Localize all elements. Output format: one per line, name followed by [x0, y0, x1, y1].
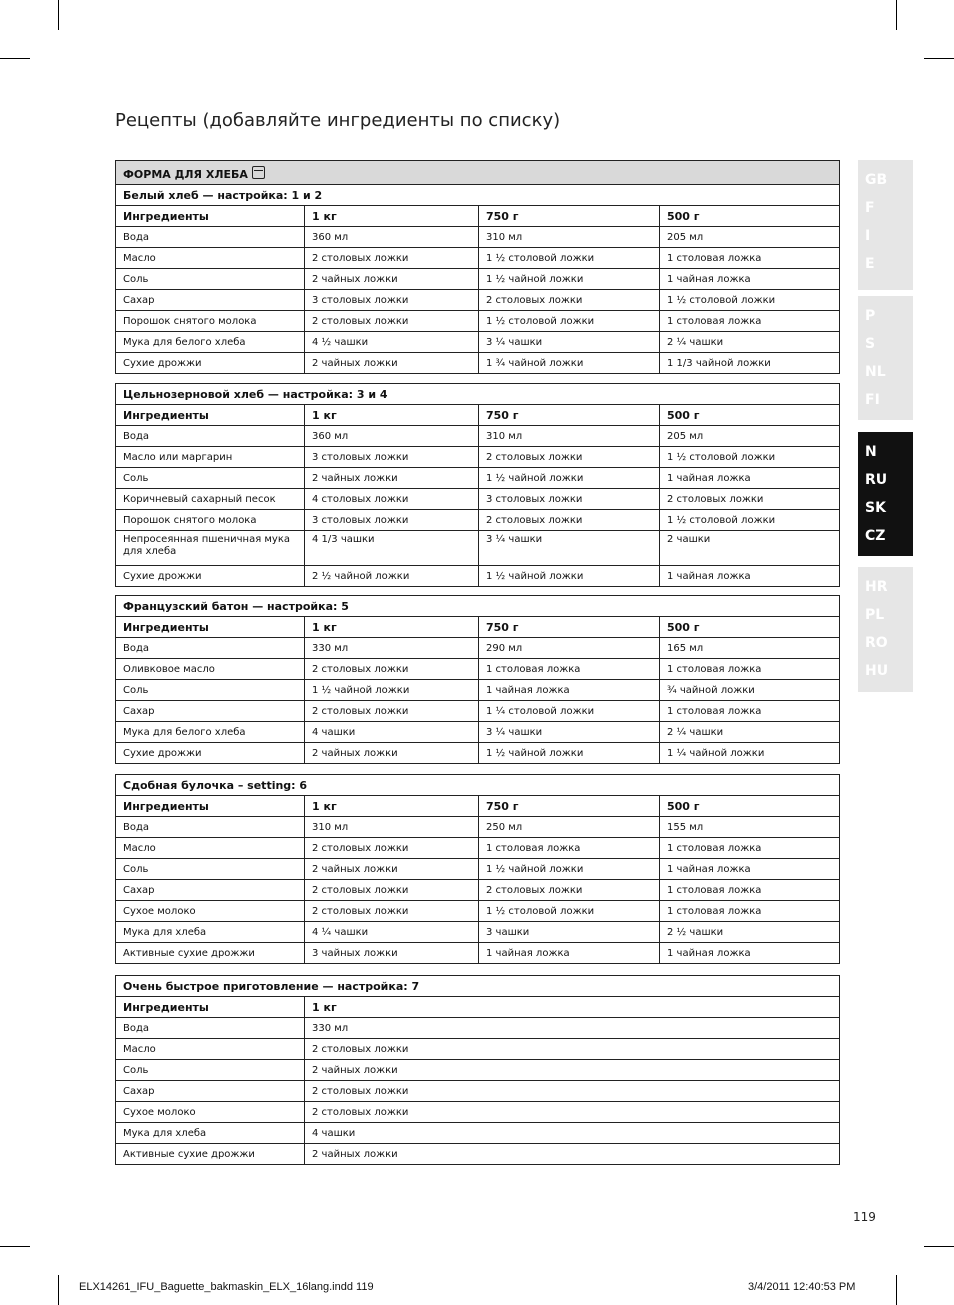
crop-mark — [924, 58, 954, 59]
table-cell: 1 чайная ложка — [660, 269, 840, 290]
table-cell: 3 ¼ чашки — [479, 531, 660, 566]
table-cell: 2 чайных ложки — [305, 1144, 840, 1165]
crop-mark — [924, 1246, 954, 1247]
table-row — [116, 922, 840, 943]
table-cell: 1 чайная ложка — [479, 680, 660, 701]
table-row — [116, 901, 840, 922]
table-cell: Сухие дрожжи — [116, 566, 305, 587]
tab-f[interactable]: F — [865, 200, 875, 216]
table-cell: 1 1/3 чайной ложки — [660, 353, 840, 374]
table-cell: 2 ½ чайной ложки — [305, 566, 479, 587]
table-row — [116, 531, 840, 566]
page-number: 119 — [853, 1210, 876, 1224]
table-cell: 1 ½ чайной ложки — [479, 468, 660, 489]
table-cell: 2 столовых ложки — [479, 290, 660, 311]
table-row — [116, 1018, 840, 1039]
table-cell: 1 столовая ложка — [660, 659, 840, 680]
section-title: Цельнозерновой хлеб — настройка: 3 и 4 — [116, 384, 840, 405]
section-title: Очень быстрое приготовление — настройка: 7 — [116, 976, 840, 997]
table-row — [116, 353, 840, 374]
column-header: 750 г — [479, 617, 660, 638]
table-row — [116, 1081, 840, 1102]
tab-nl[interactable]: NL — [865, 364, 886, 380]
table-cell: 360 мл — [305, 227, 479, 248]
crop-mark — [58, 0, 59, 30]
table-row — [116, 332, 840, 353]
page-title: Рецепты (добавляйте ингредиенты по списку) — [115, 110, 561, 131]
table-cell: 250 мл — [479, 817, 660, 838]
table-row — [116, 1144, 840, 1165]
table-cell: 3 ¼ чашки — [479, 722, 660, 743]
column-header: 1 кг — [305, 206, 479, 227]
table-row — [116, 489, 840, 510]
table-cell: 2 столовых ложки — [305, 311, 479, 332]
table-cell: Вода — [116, 227, 305, 248]
table-cell: 290 мл — [479, 638, 660, 659]
crop-mark — [896, 0, 897, 30]
section-title: Белый хлеб — настройка: 1 и 2 — [116, 185, 840, 206]
column-header: 1 кг — [305, 997, 840, 1018]
table-cell: 310 мл — [479, 227, 660, 248]
table-cell: 1 ½ чайной ложки — [479, 269, 660, 290]
table-cell: 3 столовых ложки — [479, 489, 660, 510]
table-cell: 1 ¼ чайной ложки — [660, 743, 840, 764]
table-cell: 1 ¼ столовой ложки — [479, 701, 660, 722]
table-cell: 1 столовая ложка — [479, 659, 660, 680]
table-cell: 2 столовых ложки — [305, 1039, 840, 1060]
table-row — [116, 248, 840, 269]
table-cell: 2 ½ чашки — [660, 922, 840, 943]
table-cell: Сухое молоко — [116, 1102, 305, 1123]
tab-ru[interactable]: RU — [865, 472, 888, 488]
section-title: Сдобная булочка – setting: 6 — [116, 775, 840, 796]
table-cell: Вода — [116, 638, 305, 659]
column-header: 500 г — [660, 206, 840, 227]
table-cell: 4 ¼ чашки — [305, 922, 479, 943]
table-cell: 2 столовых ложки — [305, 880, 479, 901]
table-cell: 4 чашки — [305, 1123, 840, 1144]
table-row — [116, 880, 840, 901]
tab-hr[interactable]: HR — [865, 579, 888, 595]
footer-filename: ELX14261_IFU_Baguette_bakmaskin_ELX_16lang.indd 119 — [79, 1281, 374, 1293]
table-row — [116, 680, 840, 701]
table-cell: 1 ½ чайной ложки — [479, 859, 660, 880]
table-cell: Сахар — [116, 880, 305, 901]
table-cell: 2 чашки — [660, 531, 840, 566]
table-cell: 1 столовая ложка — [660, 311, 840, 332]
column-header: 500 г — [660, 617, 840, 638]
table-cell: 4 чашки — [305, 722, 479, 743]
table-row — [116, 227, 840, 248]
table-cell: 1 чайная ложка — [660, 943, 840, 964]
column-header: Ингредиенты — [116, 617, 305, 638]
table-cell: 1 столовая ложка — [660, 838, 840, 859]
table-cell: 330 мл — [305, 1018, 840, 1039]
language-tab-group-active — [858, 432, 913, 556]
table-cell: 2 столовых ложки — [479, 447, 660, 468]
recipe-table-sweet-bun — [115, 774, 840, 964]
table-cell: 3 столовых ложки — [305, 447, 479, 468]
table-cell: Вода — [116, 1018, 305, 1039]
table-cell: 3 столовых ложки — [305, 510, 479, 531]
column-header: 1 кг — [305, 796, 479, 817]
table-cell: 2 столовых ложки — [305, 701, 479, 722]
table-cell: 2 столовых ложки — [305, 659, 479, 680]
column-header: Ингредиенты — [116, 405, 305, 426]
table-cell: 1 ½ столовой ложки — [660, 447, 840, 468]
table-cell: 360 мл — [305, 426, 479, 447]
table-row — [116, 722, 840, 743]
table-row — [116, 269, 840, 290]
table-cell: 1 чайная ложка — [660, 468, 840, 489]
column-header: 750 г — [479, 796, 660, 817]
table-cell: 2 столовых ложки — [660, 489, 840, 510]
table-cell: 1 ½ столовой ложки — [479, 248, 660, 269]
table-cell: Активные сухие дрожжи — [116, 943, 305, 964]
table-cell: Сухие дрожжи — [116, 743, 305, 764]
table-cell: 3 столовых ложки — [305, 290, 479, 311]
table-row — [116, 817, 840, 838]
table-cell: Соль — [116, 680, 305, 701]
table-cell: 2 столовых ложки — [305, 838, 479, 859]
column-header: 500 г — [660, 796, 840, 817]
table-cell: Сухие дрожжи — [116, 353, 305, 374]
table-row — [116, 638, 840, 659]
table-cell: 4 1/3 чашки — [305, 531, 479, 566]
table-cell: Масло или маргарин — [116, 447, 305, 468]
tab-p[interactable]: P — [865, 308, 876, 324]
tab-hu[interactable]: HU — [865, 663, 889, 679]
table-row — [116, 426, 840, 447]
table-cell: 1 ½ чайной ложки — [305, 680, 479, 701]
column-header: 750 г — [479, 405, 660, 426]
table-cell: Соль — [116, 269, 305, 290]
table-cell: Сухое молоко — [116, 901, 305, 922]
column-header: Ингредиенты — [116, 997, 305, 1018]
table-cell: Сахар — [116, 1081, 305, 1102]
table-cell: 2 ¼ чашки — [660, 332, 840, 353]
table-cell: 1 столовая ложка — [660, 701, 840, 722]
tab-cz[interactable]: CZ — [865, 528, 886, 544]
table-cell: 330 мл — [305, 638, 479, 659]
table-cell: 1 ½ столовой ложки — [660, 510, 840, 531]
table-cell: 2 столовых ложки — [305, 248, 479, 269]
table-row — [116, 943, 840, 964]
table-cell: ¾ чайной ложки — [660, 680, 840, 701]
tab-i[interactable]: I — [865, 228, 871, 244]
table-cell: Масло — [116, 838, 305, 859]
table-cell: 155 мл — [660, 817, 840, 838]
column-header: 1 кг — [305, 617, 479, 638]
table-row — [116, 468, 840, 489]
table-cell: Непросеянная пшеничная мука для хлеба — [116, 531, 305, 566]
table-row — [116, 510, 840, 531]
recipe-table-white-bread — [115, 160, 840, 374]
table-cell: 165 мл — [660, 638, 840, 659]
table-cell: 2 чайных ложки — [305, 1060, 840, 1081]
table-cell: 2 столовых ложки — [305, 901, 479, 922]
crop-mark — [896, 1275, 897, 1305]
language-tab-group — [858, 160, 913, 290]
table-cell: 4 столовых ложки — [305, 489, 479, 510]
table-row — [116, 290, 840, 311]
table-cell: 2 чайных ложки — [305, 859, 479, 880]
table-cell: 2 ¼ чашки — [660, 722, 840, 743]
table-row — [116, 566, 840, 587]
bread-pan-icon — [252, 166, 265, 179]
recipe-table-french-baguette — [115, 595, 840, 764]
table-cell: 1 чайная ложка — [479, 943, 660, 964]
table-row — [116, 1102, 840, 1123]
section-title: Французский батон — настройка: 5 — [116, 596, 840, 617]
table-cell: Соль — [116, 468, 305, 489]
table-cell: 1 ½ столовой ложки — [479, 901, 660, 922]
column-header: Ингредиенты — [116, 206, 305, 227]
tab-n[interactable]: N — [865, 444, 877, 460]
crop-mark — [0, 58, 30, 59]
table-row — [116, 838, 840, 859]
table-cell: Соль — [116, 859, 305, 880]
table-cell: 1 ½ чайной ложки — [479, 743, 660, 764]
table-cell: 205 мл — [660, 426, 840, 447]
table-cell: 2 столовых ложки — [305, 1102, 840, 1123]
tab-e[interactable]: E — [865, 256, 875, 272]
table-cell: Порошок снятого молока — [116, 510, 305, 531]
table-cell: Сахар — [116, 290, 305, 311]
footer-timestamp: 3/4/2011 12:40:53 PM — [748, 1281, 856, 1293]
table-cell: Масло — [116, 248, 305, 269]
table-cell: 2 столовых ложки — [305, 1081, 840, 1102]
table-cell: Сахар — [116, 701, 305, 722]
table-cell: Масло — [116, 1039, 305, 1060]
table-cell: 1 ¾ чайной ложки — [479, 353, 660, 374]
table-row — [116, 659, 840, 680]
table-row — [116, 447, 840, 468]
table-cell: 3 чашки — [479, 922, 660, 943]
table-cell: 2 чайных ложки — [305, 353, 479, 374]
table-cell: Коричневый сахарный песок — [116, 489, 305, 510]
tab-s[interactable]: S — [865, 336, 876, 352]
tab-sk[interactable]: SK — [865, 500, 886, 516]
tab-fi[interactable]: FI — [865, 392, 880, 408]
crop-mark — [58, 1275, 59, 1305]
table-cell: Порошок снятого молока — [116, 311, 305, 332]
column-header: Ингредиенты — [116, 796, 305, 817]
table-cell: Вода — [116, 817, 305, 838]
table-cell: 1 чайная ложка — [660, 859, 840, 880]
table-cell: 1 столовая ложка — [660, 880, 840, 901]
crop-mark — [0, 1246, 30, 1247]
table-cell: 3 чайных ложки — [305, 943, 479, 964]
table-row — [116, 859, 840, 880]
tab-gb[interactable]: GB — [865, 172, 888, 188]
table-row — [116, 743, 840, 764]
form-label — [116, 161, 840, 185]
form-label-text: ФОРМА ДЛЯ ХЛЕБА — [123, 167, 248, 181]
table-cell: Мука для белого хлеба — [116, 332, 305, 353]
table-row — [116, 1060, 840, 1081]
table-cell: 310 мл — [305, 817, 479, 838]
table-cell: Активные сухие дрожжи — [116, 1144, 305, 1165]
table-row — [116, 1039, 840, 1060]
table-cell: 2 чайных ложки — [305, 743, 479, 764]
table-cell: Соль — [116, 1060, 305, 1081]
table-cell: 2 столовых ложки — [479, 510, 660, 531]
table-cell: 1 чайная ложка — [660, 566, 840, 587]
table-cell: 205 мл — [660, 227, 840, 248]
table-cell: 1 ½ столовой ложки — [479, 311, 660, 332]
table-cell: 3 ¼ чашки — [479, 332, 660, 353]
column-header: 1 кг — [305, 405, 479, 426]
table-cell: Мука для хлеба — [116, 1123, 305, 1144]
table-cell: Вода — [116, 426, 305, 447]
recipe-table-very-fast — [115, 975, 840, 1165]
column-header: 500 г — [660, 405, 840, 426]
table-cell: 1 ½ чайной ложки — [479, 566, 660, 587]
language-tab-group — [858, 296, 913, 420]
tab-pl[interactable]: PL — [865, 607, 885, 623]
table-cell: 1 столовая ложка — [660, 901, 840, 922]
table-cell: 1 столовая ложка — [479, 838, 660, 859]
table-cell: Оливковое масло — [116, 659, 305, 680]
table-cell: 1 столовая ложка — [660, 248, 840, 269]
recipe-table-wholegrain-bread — [115, 383, 840, 587]
table-row — [116, 311, 840, 332]
table-cell: 2 чайных ложки — [305, 269, 479, 290]
table-row — [116, 701, 840, 722]
tab-ro[interactable]: RO — [865, 635, 888, 651]
table-cell: Мука для белого хлеба — [116, 722, 305, 743]
table-row — [116, 1123, 840, 1144]
table-cell: 4 ½ чашки — [305, 332, 479, 353]
table-cell: Мука для хлеба — [116, 922, 305, 943]
table-cell: 1 ½ столовой ложки — [660, 290, 840, 311]
column-header: 750 г — [479, 206, 660, 227]
table-cell: 310 мл — [479, 426, 660, 447]
table-cell: 2 столовых ложки — [479, 880, 660, 901]
table-cell: 2 чайных ложки — [305, 468, 479, 489]
language-tab-group — [858, 567, 913, 692]
